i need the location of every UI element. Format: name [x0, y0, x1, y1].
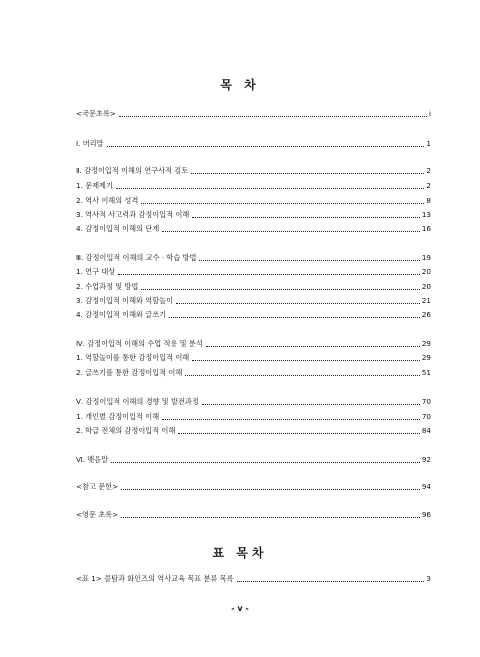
toc-entry: [76, 509, 431, 521]
toc-entry-label: 1. 연구 대상: [76, 267, 116, 276]
toc-entry-label: 1. 역할놀이를 통한 감정이입적 이해: [76, 353, 190, 362]
toc-entry-page-number: 84: [421, 426, 431, 435]
toc-entry: [76, 411, 431, 423]
table-toc-entry: [76, 573, 431, 585]
toc-entry-page-number: 20: [421, 267, 431, 276]
toc-entry: [76, 295, 431, 307]
dot-leader: [141, 289, 420, 290]
dot-leader: [192, 217, 420, 218]
toc-entry: [76, 481, 431, 493]
dot-leader: [111, 462, 420, 463]
toc-entry-page-number: 2: [426, 166, 431, 175]
dot-leader: [118, 274, 420, 275]
dot-leader: [121, 517, 420, 518]
dot-leader: [141, 203, 424, 204]
toc-entry-page-number: 19: [421, 253, 431, 262]
toc-entry: [76, 180, 431, 192]
toc-entry-label: Ⅳ. 감정이입적 이해의 수업 적용 및 분석: [76, 339, 203, 348]
toc-entry: [76, 209, 431, 221]
toc-entry: [76, 165, 431, 177]
toc-entry-label: <참고 문헌>: [76, 482, 119, 491]
toc-entry-label: <영문 초록>: [76, 510, 119, 519]
toc-entry-page-number: 21: [421, 296, 431, 305]
toc-entry-page-number: 1: [426, 139, 431, 148]
toc-entry-page-number: 51: [421, 368, 431, 377]
toc-entry: [76, 281, 431, 293]
toc-entry-label: 2. 글쓰기를 통한 감정이입적 이해: [76, 368, 183, 377]
toc-entry-label: 4. 감정이입적 이해의 단계: [76, 224, 160, 233]
toc-entry-label: 1. 개인별 감정이입적 이해: [76, 412, 160, 421]
toc-entry: [76, 425, 431, 437]
toc-entry-label: 3. 역사적 사고력과 감정이입적 이해: [76, 210, 190, 219]
dot-leader: [237, 581, 425, 582]
table-toc-entry-page-number: 3: [426, 574, 431, 583]
dot-leader: [169, 317, 420, 318]
toc-entry-label: 1. 문제제기: [76, 181, 113, 190]
dot-leader: [185, 375, 420, 376]
toc-entry-label: 2. 학급 전체의 감정이입적 이해: [76, 426, 176, 435]
page-number-footer: - v -: [231, 604, 249, 613]
toc-entry-label: Ⅴ. 감정이입적 이해의 경향 및 발전과정: [76, 397, 199, 406]
toc-entry-page-number: 26: [421, 310, 431, 319]
toc-entry-page-number: 70: [421, 412, 431, 421]
toc-title: 목 차: [220, 78, 260, 92]
dot-leader: [191, 173, 424, 174]
toc-entry: [76, 367, 431, 379]
toc-entry: [76, 223, 431, 235]
toc-entry-label: 2. 수업과정 및 방법: [76, 282, 139, 291]
dot-leader: [121, 489, 420, 490]
toc-entry-page-number: 29: [421, 353, 431, 362]
toc-entry-label: Ⅵ. 맺음말: [76, 455, 109, 464]
dot-leader: [192, 360, 420, 361]
dot-leader: [107, 146, 425, 147]
toc-entry-page-number: 94: [421, 482, 431, 491]
toc-entry-page-number: 2: [426, 181, 431, 190]
toc-entry: [76, 252, 431, 264]
toc-entry: [76, 338, 431, 350]
toc-entry: [76, 454, 431, 466]
toc-entry-label: 4. 감정이입적 이해와 글쓰기: [76, 310, 167, 319]
dot-leader: [202, 404, 420, 405]
toc-entry: [76, 108, 431, 120]
toc-entry-label: 3. 감정이입적 이해와 역할놀이: [76, 296, 174, 305]
toc-entry-page-number: 92: [421, 455, 431, 464]
toc-entry-page-number: 16: [421, 224, 431, 233]
dot-leader: [119, 116, 427, 117]
dot-leader: [199, 260, 419, 261]
toc-entry-label: Ⅲ. 감정이입적 이해의 교수 · 학습 방법: [76, 253, 197, 262]
toc-entry-label: Ⅰ. 머리말: [76, 139, 104, 148]
dot-leader: [178, 433, 420, 434]
table-toc-entry-label: <표 1> 콜탐과 화인즈의 역사교육 목표 분류 목록: [76, 574, 234, 583]
toc-entry: [76, 195, 431, 207]
toc-entry-page-number: 13: [421, 210, 431, 219]
toc-entry-page-number: 8: [426, 196, 431, 205]
toc-entry-label: 2. 역사 이해의 성격: [76, 196, 139, 205]
toc-entry-page-number: 29: [421, 339, 431, 348]
toc-entry: [76, 396, 431, 408]
dot-leader: [162, 231, 420, 232]
toc-entry-label: <국문초록>: [76, 109, 116, 118]
toc-entry-page-number: 70: [421, 397, 431, 406]
toc-entry-page-number: i: [429, 109, 431, 118]
dot-leader: [176, 303, 420, 304]
toc-entry: [76, 309, 431, 321]
dot-leader: [116, 188, 425, 189]
toc-entry-page-number: 20: [421, 282, 431, 291]
toc-entry-label: Ⅱ. 감정이입적 이해의 연구사적 검토: [76, 166, 189, 175]
dot-leader: [162, 419, 420, 420]
toc-entry: [76, 138, 431, 150]
table-toc-title: 표 목차: [212, 546, 268, 560]
toc-entry-page-number: 96: [421, 510, 431, 519]
toc-entry: [76, 266, 431, 278]
dot-leader: [206, 346, 420, 347]
toc-entry: [76, 352, 431, 364]
